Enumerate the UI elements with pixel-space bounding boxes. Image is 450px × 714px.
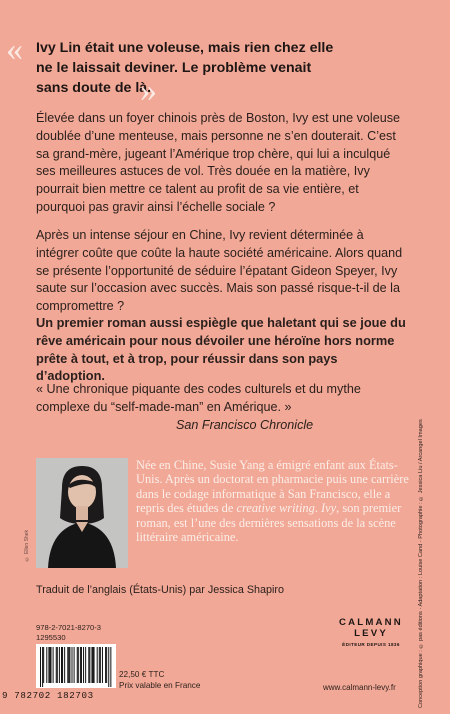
barcode-bar	[99, 647, 100, 683]
photo-credit: © Ellen Shek	[24, 530, 30, 562]
barcode-bar	[97, 647, 98, 683]
design-credits: Conception graphique : © pas éditions · Adaptation : Louise Cand · Photographie : © Jessica Liu / Arcangel Images	[418, 419, 424, 708]
bio-text-1: Née en Chine, Susie Yang a émigré enfant aux États-Unis. Après un doctorat en pharmacie puis une carrière dans le codage informatique à San Francisco, elle a repris des études de	[136, 458, 409, 516]
barcode-bar	[69, 647, 70, 683]
barcode-bar	[59, 647, 60, 683]
price-block	[119, 670, 200, 691]
barcode	[36, 644, 116, 688]
hook-quote	[36, 38, 366, 98]
open-quote-mark: «	[6, 31, 23, 68]
publisher-name-line-1: CALMANN	[339, 617, 403, 628]
barcode-bar	[91, 647, 92, 683]
publisher-subtitle: ÉDITEUR DEPUIS 1836	[342, 642, 400, 647]
hook-line-3: sans doute de là.	[36, 80, 152, 96]
barcode-bar	[46, 647, 47, 683]
synopsis-paragraph-2: Après un intense séjour en Chine, Ivy revient déterminée à intégrer coûte que coûte la haute société américaine. Alors quand se présente l’opportunité de séduire l’épatant Gideon Speyer, Ivy saute sur l’occasion avec succès. Mais son passé risque-t-il de la compromettre ?	[36, 228, 403, 314]
barcode-bar	[62, 647, 63, 683]
barcode-bar	[102, 647, 103, 683]
price-note: Prix valable en France	[119, 680, 201, 690]
translator-credit: Traduit de l’anglais (États-Unis) par Jessica Shapiro	[36, 584, 285, 596]
press-source: San Francisco Chronicle	[176, 418, 314, 432]
barcode-bar	[56, 647, 57, 683]
barcode-bar	[48, 647, 49, 683]
isbn-number: 978-2-7021-8270-3	[36, 623, 102, 632]
hook-line-1: Ivy Lin était une voleuse, mais rien chez elle	[36, 40, 334, 56]
pitch-paragraph: Un premier roman aussi espiègle que haletant qui se joue du rêve américain pour nous dévoiler une héroïne hors norme prête à tout, et à trop, pour réussir dans son pays d’adoption.	[36, 315, 406, 384]
press-quote: « Une chronique piquante des codes culturels et du mythe complexe du “self-made-man” en Amérique. »	[36, 382, 361, 414]
close-quote-mark: »	[140, 72, 157, 109]
bio-italic-title: Ivy	[321, 501, 337, 516]
product-code: 1295530	[36, 633, 66, 642]
barcode-bar	[43, 647, 44, 683]
barcode-bar	[49, 647, 50, 683]
barcode-bar	[106, 647, 107, 683]
barcode-bar	[108, 647, 109, 687]
barcode-bar	[72, 647, 73, 683]
barcode-bar	[105, 647, 106, 683]
barcode-bar	[64, 647, 65, 683]
barcode-bar	[85, 647, 86, 683]
barcode-bar	[53, 647, 54, 683]
barcode-bar	[40, 647, 41, 687]
barcode-digits: 9 782702 182703	[2, 690, 94, 701]
barcode-bar	[100, 647, 101, 683]
barcode-bar	[93, 647, 94, 683]
barcode-bar	[81, 647, 82, 683]
author-portrait-image	[36, 458, 128, 568]
barcode-bar	[77, 647, 78, 683]
price: 22,50 € TTC	[119, 670, 165, 679]
barcode-bar	[83, 647, 84, 683]
isbn-block	[36, 623, 101, 643]
barcode-bar	[80, 647, 81, 683]
barcode-bar	[88, 647, 89, 683]
author-bio	[136, 458, 418, 544]
barcode-bar	[78, 647, 79, 683]
bio-italic-creative-writing: creative writing	[236, 501, 315, 516]
synopsis-paragraph-1: Élevée dans un foyer chinois près de Boston, Ivy est une voleuse doublée d’une menteuse, mais personne ne s’en douterait. C’est sa grand-mère, jugeant l’Amérique trop chère, qui lui a inculqué ses meilleures astuces de vol. Très douée en la matière, Ivy pourrait bien mettre ce talent au profit de sa vie entière, et pourquoi pas gravir ainsi l’échelle sociale ?	[36, 111, 401, 214]
barcode-bar	[42, 647, 43, 687]
bio-text-2: .	[314, 501, 322, 516]
hook-line-2: ne le laissait deviner. Le problème venait	[36, 60, 312, 76]
publisher-name-line-2: LEVY	[354, 628, 388, 639]
barcode-bar	[51, 647, 52, 683]
barcode-bar	[94, 647, 95, 683]
barcode-bar	[68, 647, 69, 683]
barcode-bars	[40, 647, 112, 687]
barcode-bar	[89, 647, 90, 683]
barcode-bar	[110, 647, 111, 687]
barcode-bar	[67, 647, 68, 683]
barcode-bar	[57, 647, 58, 683]
barcode-bar	[61, 647, 62, 683]
publisher-website: www.calmann-levy.fr	[323, 683, 396, 692]
publisher-logo	[333, 617, 409, 647]
barcode-bar	[74, 647, 75, 683]
bio-text-3: , son premier roman, est l’une des dernières sensations de la scène littéraire américaine.	[136, 501, 402, 545]
author-photo	[36, 458, 128, 568]
